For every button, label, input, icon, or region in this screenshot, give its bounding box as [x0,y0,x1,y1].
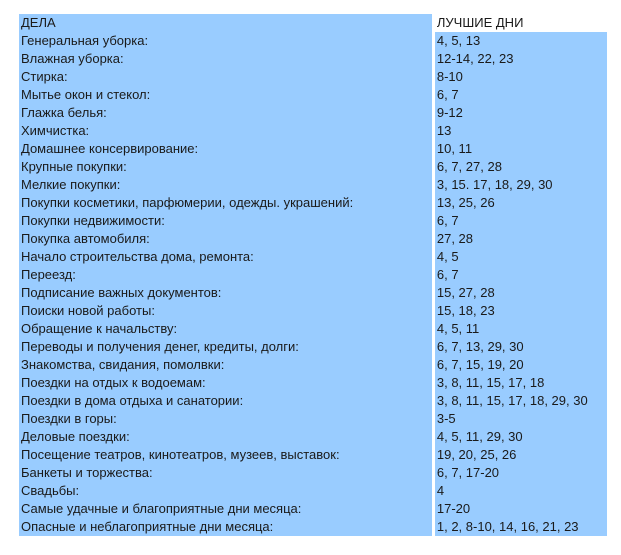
table-header-row [19,14,607,32]
task-cell: Мытье окон и стекол: [19,86,432,104]
table-row [19,392,607,410]
table-row [19,302,607,320]
task-cell: Банкеты и торжества: [19,464,432,482]
task-cell: Влажная уборка: [19,50,432,68]
task-cell: Начало строительства дома, ремонта: [19,248,432,266]
days-cell: 8-10 [435,68,607,86]
table-row [19,428,607,446]
header-task-cell: ДЕЛА [19,14,432,32]
days-cell: 10, 11 [435,140,607,158]
table-row [19,320,607,338]
task-cell: Посещение театров, кинотеатров, музеев, выставок: [19,446,432,464]
task-cell: Покупка автомобиля: [19,230,432,248]
days-cell: 4, 5, 13 [435,32,607,50]
days-cell: 3, 8, 11, 15, 17, 18, 29, 30 [435,392,607,410]
table-row [19,32,607,50]
days-cell: 19, 20, 25, 26 [435,446,607,464]
days-cell: 15, 18, 23 [435,302,607,320]
task-cell: Самые удачные и благоприятные дни месяца: [19,500,432,518]
task-cell: Подписание важных документов: [19,284,432,302]
table-row [19,230,607,248]
best-days-table [19,14,607,536]
task-cell: Крупные покупки: [19,158,432,176]
table-row [19,482,607,500]
days-cell: 6, 7, 17-20 [435,464,607,482]
days-cell: 12-14, 22, 23 [435,50,607,68]
task-cell: Деловые поездки: [19,428,432,446]
days-cell: 4 [435,482,607,500]
table-row [19,248,607,266]
table-row [19,338,607,356]
table-row [19,176,607,194]
days-cell: 9-12 [435,104,607,122]
days-cell: 6, 7 [435,86,607,104]
table-row [19,212,607,230]
table-row [19,140,607,158]
days-cell: 3, 8, 11, 15, 17, 18 [435,374,607,392]
days-cell: 1, 2, 8-10, 14, 16, 21, 23 [435,518,607,536]
header-days-cell: ЛУЧШИЕ ДНИ [435,14,607,32]
table-row [19,104,607,122]
task-cell: Глажка белья: [19,104,432,122]
task-cell: Переезд: [19,266,432,284]
task-cell: Переводы и получения денег, кредиты, долги: [19,338,432,356]
task-cell: Поиски новой работы: [19,302,432,320]
days-cell: 27, 28 [435,230,607,248]
table-row [19,500,607,518]
table-row [19,194,607,212]
days-cell: 4, 5 [435,248,607,266]
table-row [19,374,607,392]
task-cell: Стирка: [19,68,432,86]
days-cell: 4, 5, 11 [435,320,607,338]
days-cell: 6, 7, 15, 19, 20 [435,356,607,374]
task-cell: Химчистка: [19,122,432,140]
days-cell: 6, 7 [435,266,607,284]
task-cell: Поездки в горы: [19,410,432,428]
table-row [19,266,607,284]
days-cell: 17-20 [435,500,607,518]
table-row [19,122,607,140]
task-cell: Знакомства, свидания, помолвки: [19,356,432,374]
days-cell: 4, 5, 11, 29, 30 [435,428,607,446]
days-cell: 15, 27, 28 [435,284,607,302]
table-row [19,86,607,104]
days-cell: 3, 15. 17, 18, 29, 30 [435,176,607,194]
table-row [19,50,607,68]
table-body [19,32,607,536]
table-row [19,284,607,302]
task-cell: Генеральная уборка: [19,32,432,50]
table-row [19,356,607,374]
task-cell: Обращение к начальству: [19,320,432,338]
days-cell: 13 [435,122,607,140]
table-row [19,158,607,176]
days-cell: 13, 25, 26 [435,194,607,212]
table-row [19,446,607,464]
table-row [19,518,607,536]
task-cell: Опасные и неблагоприятные дни месяца: [19,518,432,536]
task-cell: Поездки на отдых к водоемам: [19,374,432,392]
task-cell: Поездки в дома отдыха и санатории: [19,392,432,410]
task-cell: Свадьбы: [19,482,432,500]
table-row [19,410,607,428]
task-cell: Покупки недвижимости: [19,212,432,230]
days-cell: 6, 7, 13, 29, 30 [435,338,607,356]
task-cell: Покупки косметики, парфюмерии, одежды. украшений: [19,194,432,212]
days-cell: 3-5 [435,410,607,428]
table-row [19,68,607,86]
task-cell: Домашнее консервирование: [19,140,432,158]
table-row [19,464,607,482]
days-cell: 6, 7, 27, 28 [435,158,607,176]
days-cell: 6, 7 [435,212,607,230]
task-cell: Мелкие покупки: [19,176,432,194]
